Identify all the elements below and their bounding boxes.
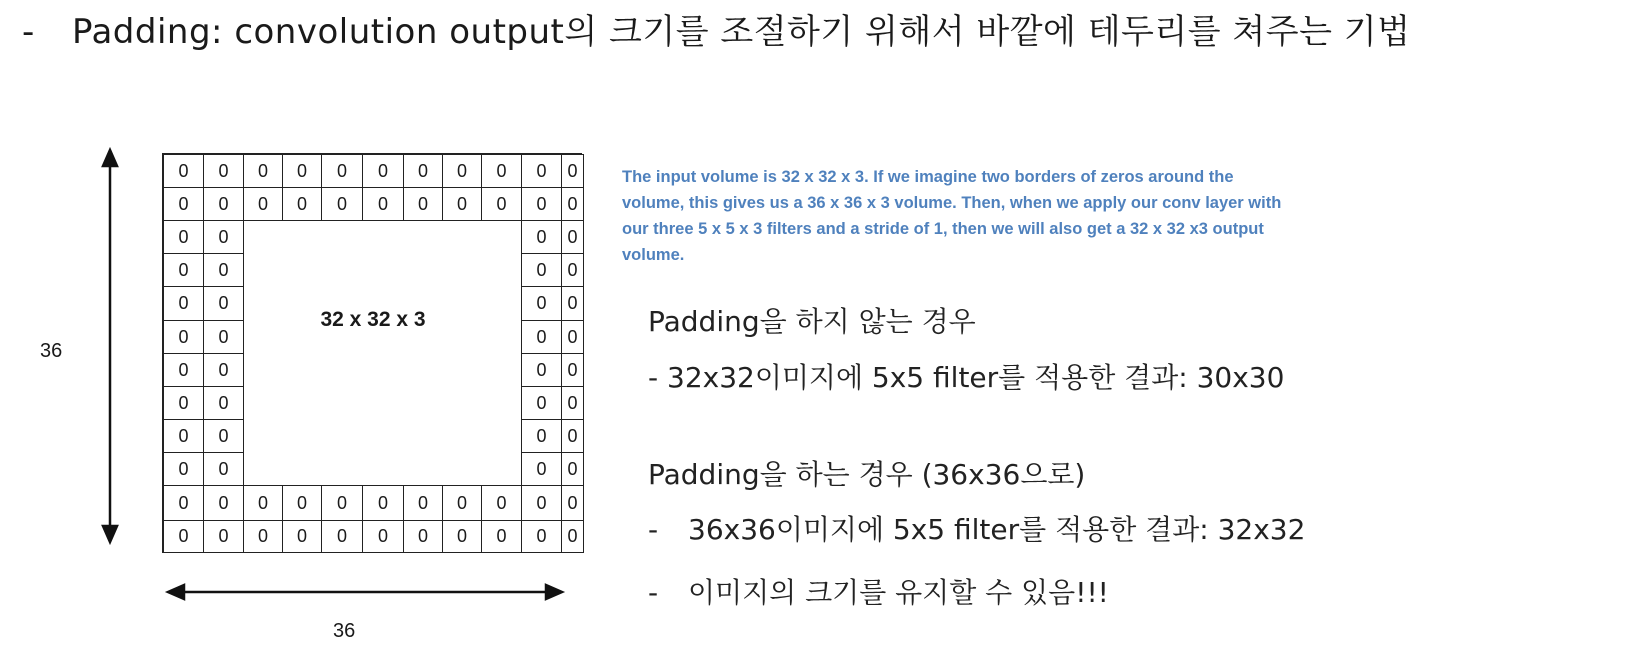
- title-dash: -: [22, 12, 35, 52]
- width-arrow-right-head: [546, 585, 562, 599]
- zero-cell: 0: [362, 485, 404, 521]
- zero-cell: 0: [163, 520, 204, 553]
- zero-cell: 0: [203, 353, 244, 387]
- zero-cell: 0: [203, 154, 244, 188]
- zero-cell: 0: [403, 485, 443, 521]
- bullet-dash: -: [648, 576, 659, 609]
- english-explanation: The input volume is 32 x 32 x 3. If we imagine two borders of zeros around the volume, this gives us a 36 x 36 x 3 volume. Then, when we apply our conv layer with our three 5 x 5 x 3 filters and a stride of 1, then we will also get a 32 x 32 x3 output volume.: [622, 168, 1282, 264]
- zero-cell: 0: [243, 154, 283, 188]
- zero-cell: 0: [521, 286, 562, 321]
- zero-cell: 0: [321, 154, 363, 188]
- zero-cell: 0: [403, 187, 443, 221]
- zero-cell: 0: [203, 187, 244, 221]
- zero-cell: 0: [321, 520, 363, 553]
- zero-cell: 0: [521, 320, 562, 354]
- title-text: Padding: convolution output의 크기를 조절하기 위해서 바깥에 테두리를 쳐주는 기법: [72, 12, 1411, 52]
- zero-cell: 0: [521, 220, 562, 254]
- padding-grid: [162, 153, 582, 553]
- input-volume-label: 32 x 32 x 3: [320, 308, 426, 331]
- height-arrow-up-head: [103, 150, 117, 166]
- zero-cell: 0: [561, 520, 584, 553]
- zero-cell: 0: [521, 419, 562, 453]
- zero-cell: 0: [163, 220, 204, 254]
- width-arrow-left-head: [168, 585, 184, 599]
- slide-title: [22, 4, 1632, 53]
- bullet-dash: -: [648, 513, 659, 546]
- zero-cell: 0: [321, 187, 363, 221]
- padding-result-text: 36x36이미지에 5x5 filter를 적용한 결과: 32x32: [688, 513, 1306, 546]
- zero-cell: 0: [561, 485, 584, 521]
- zero-cell: 0: [163, 154, 204, 188]
- zero-cell: 0: [521, 187, 562, 221]
- zero-cell: 0: [561, 286, 584, 321]
- zero-cell: 0: [203, 320, 244, 354]
- zero-cell: 0: [561, 386, 584, 420]
- padding-benefit: [648, 571, 1109, 611]
- width-dimension-label: 36: [333, 620, 356, 642]
- zero-cell: 0: [561, 419, 584, 453]
- zero-cell: 0: [243, 187, 283, 221]
- zero-cell: 0: [442, 485, 482, 521]
- zero-cell: 0: [243, 485, 283, 521]
- zero-cell: 0: [282, 187, 322, 221]
- zero-cell: 0: [203, 520, 244, 553]
- zero-cell: 0: [203, 485, 244, 521]
- zero-cell: 0: [163, 386, 204, 420]
- zero-cell: 0: [561, 320, 584, 354]
- zero-cell: 0: [163, 286, 204, 321]
- zero-cell: 0: [521, 520, 562, 553]
- height-dimension-label: 36: [40, 340, 63, 362]
- zero-cell: 0: [203, 386, 244, 420]
- zero-cell: 0: [481, 154, 522, 188]
- zero-cell: 0: [163, 419, 204, 453]
- zero-cell: 0: [521, 353, 562, 387]
- zero-cell: 0: [163, 320, 204, 354]
- zero-cell: 0: [481, 485, 522, 521]
- zero-cell: 0: [282, 520, 322, 553]
- zero-cell: 0: [362, 520, 404, 553]
- no-padding-result: - 32x32이미지에 5x5 filter를 적용한 결과: 30x30: [648, 361, 1285, 394]
- zero-cell: 0: [403, 520, 443, 553]
- zero-cell: 0: [561, 253, 584, 287]
- zero-cell: 0: [521, 253, 562, 287]
- zero-cell: 0: [481, 187, 522, 221]
- zero-cell: 0: [243, 520, 283, 553]
- zero-cell: 0: [203, 220, 244, 254]
- zero-cell: 0: [321, 485, 363, 521]
- height-arrow-down-head: [103, 526, 117, 542]
- zero-cell: 0: [561, 353, 584, 387]
- padding-benefit-text: 이미지의 크기를 유지할 수 있음!!!: [688, 576, 1109, 609]
- zero-cell: 0: [282, 485, 322, 521]
- zero-cell: 0: [442, 520, 482, 553]
- zero-cell: 0: [561, 220, 584, 254]
- padding-heading: Padding을 하는 경우 (36x36으로): [648, 458, 1086, 491]
- zero-cell: 0: [163, 187, 204, 221]
- zero-cell: 0: [561, 187, 584, 221]
- no-padding-heading: Padding을 하지 않는 경우: [648, 305, 976, 338]
- zero-cell: 0: [203, 286, 244, 321]
- zero-cell: 0: [442, 154, 482, 188]
- zero-cell: 0: [163, 253, 204, 287]
- zero-cell: 0: [163, 353, 204, 387]
- zero-cell: 0: [521, 452, 562, 486]
- zero-cell: 0: [203, 419, 244, 453]
- padding-result: [648, 508, 1305, 548]
- zero-cell: 0: [362, 187, 404, 221]
- zero-cell: 0: [362, 154, 404, 188]
- zero-cell: 0: [481, 520, 522, 553]
- zero-cell: 0: [442, 187, 482, 221]
- zero-cell: 0: [203, 253, 244, 287]
- zero-cell: 0: [163, 452, 204, 486]
- zero-cell: 0: [282, 154, 322, 188]
- zero-cell: 0: [521, 154, 562, 188]
- zero-cell: 0: [163, 485, 204, 521]
- zero-cell: 0: [403, 154, 443, 188]
- zero-cell: 0: [561, 452, 584, 486]
- zero-cell: 0: [561, 154, 584, 188]
- zero-cell: 0: [521, 386, 562, 420]
- zero-cell: 0: [521, 485, 562, 521]
- zero-cell: 0: [203, 452, 244, 486]
